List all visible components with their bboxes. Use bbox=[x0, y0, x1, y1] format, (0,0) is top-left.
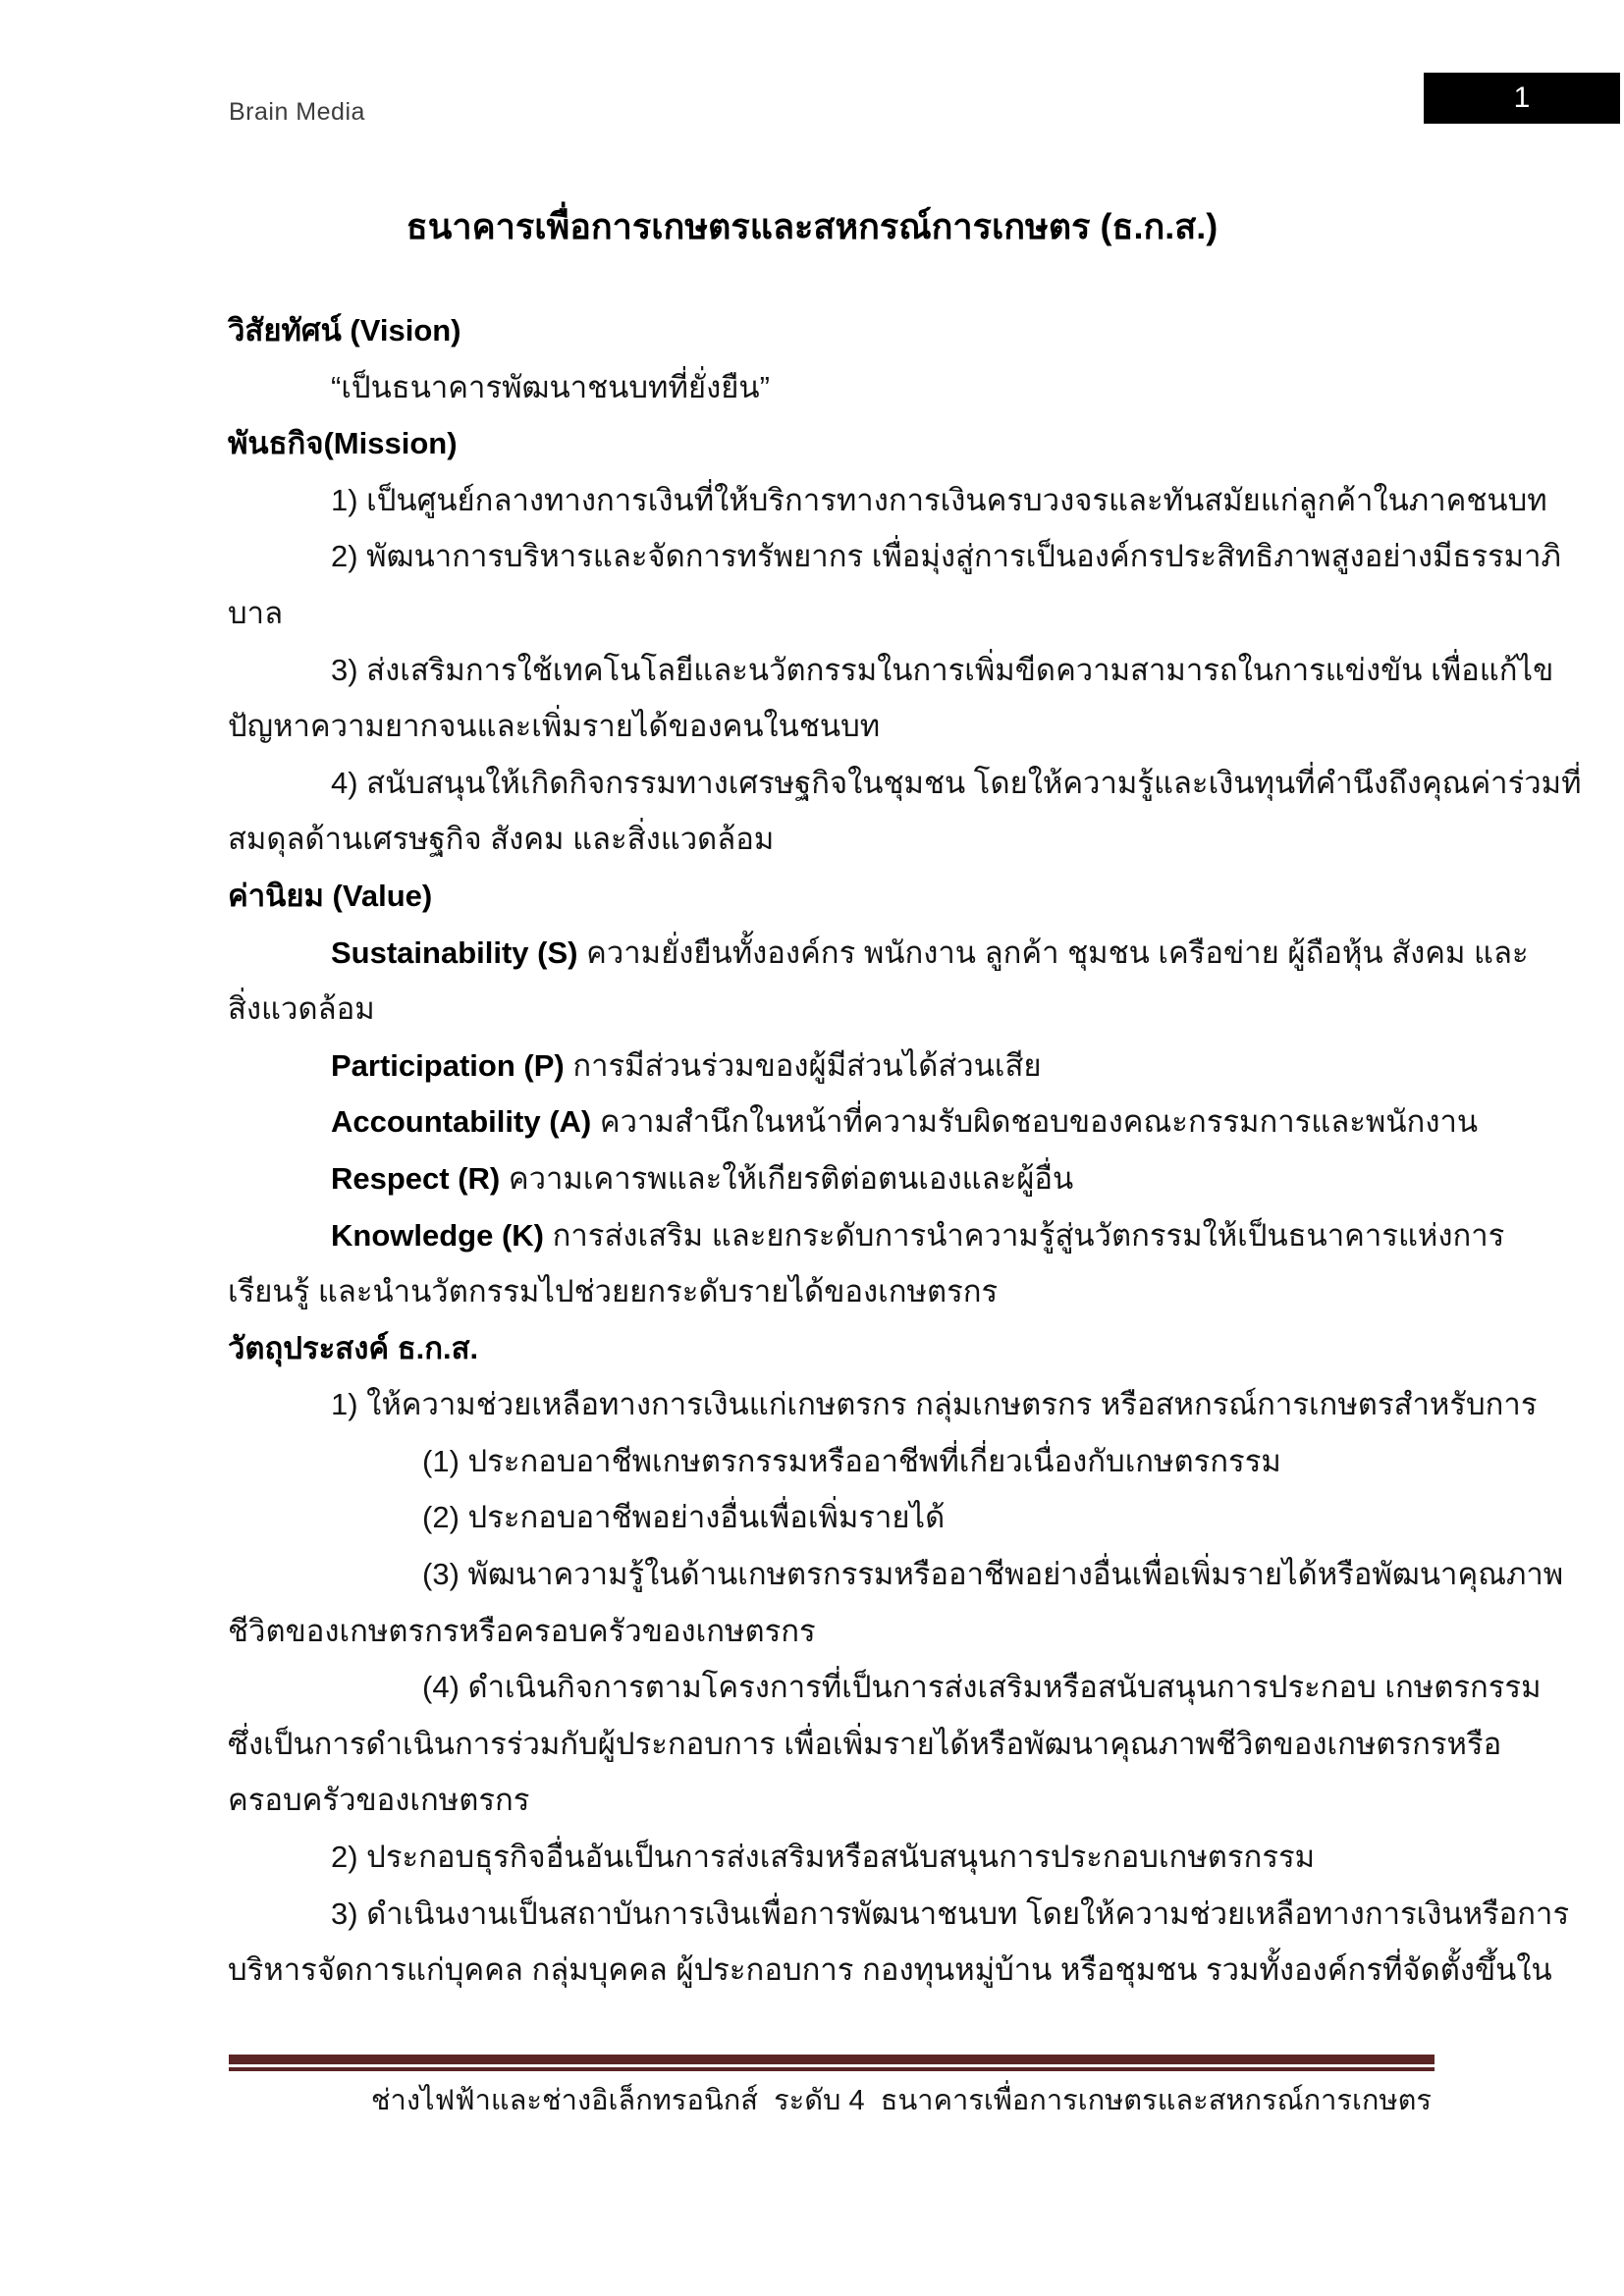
paragraph-line: 3) ดำเนินงานเป็นสถาบันการเงินเพื่อการพัฒนาชนบท โดยให้ความช่วยเหลือทางการเงินหรือการ bbox=[331, 1896, 1570, 1931]
value-item-knowledge: Knowledge (K) การส่งเสริม และยกระดับการนำความรู้สู่นวัตกรรมให้เป็นธนาคารแห่งการ bbox=[331, 1217, 1505, 1253]
value-item-respect: Respect (R) ความเคารพและให้เกียรติต่อตนเองและผู้อื่น bbox=[331, 1160, 1074, 1196]
paragraph-line: 1) ให้ความช่วยเหลือทางการเงินแก่เกษตรกร กลุ่มเกษตรกร หรือสหกรณ์การเกษตรสำหรับการ bbox=[331, 1387, 1538, 1422]
paragraph-line: 3) ส่งเสริมการใช้เทคโนโลยีและนวัตกรรมในการเพิ่มขีดความสามารถในการแข่งขัน เพื่อแก้ไข bbox=[331, 652, 1554, 687]
paragraph-line: สมดุลด้านเศรษฐกิจ สังคม และสิ่งแวดล้อม bbox=[228, 822, 775, 857]
footer-divider-thick-bar bbox=[229, 2055, 1435, 2064]
list-item: (1) ประกอบอาชีพเกษตรกรรมหรืออาชีพที่เกี่ยวเนื่องกับเกษตรกรรม bbox=[422, 1443, 1281, 1478]
footer-divider bbox=[229, 2055, 1435, 2071]
paragraph-line: 2) พัฒนาการบริหารและจัดการทรัพยากร เพื่อมุ่งสู่การเป็นองค์กรประสิทธิภาพสูงอย่างมีธรรมาภิ bbox=[331, 539, 1561, 574]
paragraph-line: บริหารจัดการแก่บุคคล กลุ่มบุคคล ผู้ประกอบการ กองทุนหมู่บ้าน หรือชุมชน รวมทั้งองค์กรที่จัดตั้งขึ้นใน bbox=[228, 1952, 1552, 1988]
paragraph-line: ซึ่งเป็นการดำเนินการร่วมกับผู้ประกอบการ เพื่อเพิ่มรายได้หรือพัฒนาคุณภาพชีวิตของเกษตรกรหรือ bbox=[228, 1726, 1502, 1761]
paragraph-line: 1) เป็นศูนย์กลางทางการเงินที่ให้บริการทางการเงินครบวงจรและทันสมัยแก่ลูกค้าในภาคชนบท bbox=[331, 482, 1547, 517]
paragraph-line: 2) ประกอบธุรกิจอื่นอันเป็นการส่งเสริมหรือสนับสนุนการประกอบเกษตรกรรม bbox=[331, 1840, 1316, 1875]
document-body bbox=[228, 302, 1582, 1999]
section-heading-value: ค่านิยม (Value) bbox=[228, 878, 433, 913]
paragraph-line: สิ่งแวดล้อม bbox=[228, 991, 375, 1027]
paragraph-line: “เป็นธนาคารพัฒนาชนบทที่ยั่งยืน” bbox=[331, 369, 770, 404]
section-heading-vision: วิสัยทัศน์ (Vision) bbox=[228, 313, 461, 347]
paragraph-line: ปัญหาความยากจนและเพิ่มรายได้ของคนในชนบท bbox=[228, 709, 881, 744]
footer-text: ช่างไฟฟ้าและช่างอิเล็กทรอนิกส์ ระดับ 4 ธนาคารเพื่อการเกษตรและสหกรณ์การเกษตร bbox=[370, 2085, 1432, 2116]
section-heading-objectives: วัตถุประสงค์ ธ.ก.ส. bbox=[228, 1330, 479, 1365]
list-item: (4) ดำเนินกิจการตามโครงการที่เป็นการส่งเสริมหรือสนับสนุนการประกอบ เกษตรกรรม bbox=[422, 1670, 1542, 1705]
paragraph-line: ครอบครัวของเกษตรกร bbox=[228, 1783, 530, 1818]
list-item: (3) พัฒนาความรู้ในด้านเกษตรกรรมหรืออาชีพอย่างอื่นเพื่อเพิ่มรายได้หรือพัฒนาคุณภาพ bbox=[422, 1557, 1564, 1592]
footer-divider-thin-bar bbox=[229, 2067, 1435, 2071]
section-heading-mission: พันธกิจ(Mission) bbox=[228, 426, 458, 461]
value-item-participation: Participation (P) การมีส่วนร่วมของผู้มีส่วนได้ส่วนเสีย bbox=[331, 1047, 1042, 1083]
page-number-badge bbox=[1424, 73, 1620, 124]
list-item: (2) ประกอบอาชีพอย่างอื่นเพื่อเพิ่มรายได้ bbox=[422, 1500, 946, 1535]
value-item-accountability: Accountability (A) ความสำนึกในหน้าที่ความรับผิดชอบของคณะกรรมการและพนักงาน bbox=[331, 1104, 1479, 1140]
page-title: ธนาคารเพื่อการเกษตรและสหกรณ์การเกษตร (ธ.ก.ส.) bbox=[406, 206, 1218, 246]
paragraph-line: เรียนรู้ และนำนวัตกรรมไปช่วยยกระดับรายได้ของเกษตรกร bbox=[228, 1274, 999, 1309]
paragraph-line: ชีวิตของเกษตรกรหรือครอบครัวของเกษตรกร bbox=[228, 1613, 816, 1648]
header-brand: Brain Media bbox=[229, 98, 365, 126]
page-number: 1 bbox=[1513, 81, 1531, 114]
value-item-sustainability: Sustainability (S) ความยั่งยืนทั้งองค์กร พนักงาน ลูกค้า ชุมชน เครือข่าย ผู้ถือหุ้น สังคม และ bbox=[331, 934, 1529, 970]
paragraph-line: 4) สนับสนุนให้เกิดกิจกรรมทางเศรษฐกิจในชุมชน โดยให้ความรู้และเงินทุนที่คำนึงถึงคุณค่าร่วมที่ bbox=[331, 765, 1582, 800]
paragraph-line: บาล bbox=[228, 595, 284, 630]
